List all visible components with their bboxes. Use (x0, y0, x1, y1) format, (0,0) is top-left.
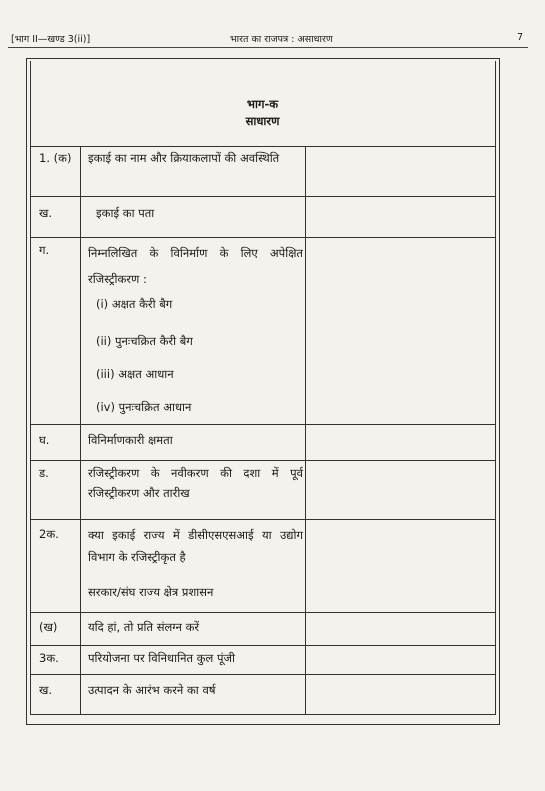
sub-item: (ii) पुनःचक्रित कैरी बैग (96, 334, 193, 348)
row-number: 1. (क) (39, 151, 72, 165)
row-number: ख. (39, 683, 53, 697)
row-divider (30, 196, 496, 197)
column-divider (30, 61, 31, 715)
header-part-label: [भाग II—खण्ड 3(ii)] (11, 34, 91, 45)
header-page-number: 7 (517, 32, 524, 43)
row-divider (30, 714, 496, 715)
row-label: इकाई का पता (96, 206, 155, 220)
part-subtitle: साधारण (245, 114, 280, 128)
sub-item: (iv) पुनःचक्रित आधान (96, 400, 192, 414)
column-divider (80, 146, 81, 714)
row-label: रजिस्ट्रीकरण के नवीकरण की दशा में पूर्व रजिस्ट्रीकरण और तारीख (88, 466, 303, 500)
row-label: यदि हां, तो प्रति संलग्न करें (88, 620, 200, 634)
row-number: 2क. (39, 527, 59, 541)
row-label: इकाई का नाम और क्रियाकलापों की अवस्थिति (88, 151, 280, 165)
row-label: निम्नलिखित के विनिर्माण के लिए अपेक्षित रजिस्ट्रीकरण : (88, 246, 303, 286)
row-number: (ख) (39, 620, 58, 634)
sub-item: (i) अक्षत कैरी बैग (96, 297, 173, 311)
row-number: ड. (39, 466, 49, 480)
row-label: परियोजना पर विनिधानित कुल पूंजी (88, 651, 235, 665)
page-header (0, 30, 545, 48)
row-divider (30, 146, 496, 147)
header-gazette-title: भारत का राजपत्र : असाधारण (230, 34, 333, 45)
row-number: 3क. (39, 651, 59, 665)
row-label: उत्पादन के आरंभ करने का वर्ष (88, 683, 216, 697)
sub-item: (iii) अक्षत आधान (96, 367, 174, 381)
row-divider (30, 612, 496, 613)
row-number: ख. (39, 206, 53, 220)
row-divider (30, 645, 496, 646)
row-divider (30, 674, 496, 675)
row-number: ग. (39, 243, 50, 257)
part-heading (30, 96, 495, 130)
column-divider (305, 146, 306, 714)
row-divider (30, 237, 496, 238)
part-title: भाग-क (246, 97, 279, 111)
row-label: क्या इकाई राज्य में डीसीएसएसआई या उद्योग विभाग के रजिस्ट्रीकृत है (88, 528, 303, 564)
row-number: घ. (39, 433, 50, 447)
column-divider (495, 61, 496, 715)
row-note: सरकार/संघ राज्य क्षेत्र प्रशासन (88, 585, 214, 599)
header-rule (8, 47, 528, 48)
row-label: विनिर्माणकारी क्षमता (88, 433, 173, 447)
row-divider (30, 424, 496, 425)
row-divider (30, 519, 496, 520)
row-divider (30, 460, 496, 461)
